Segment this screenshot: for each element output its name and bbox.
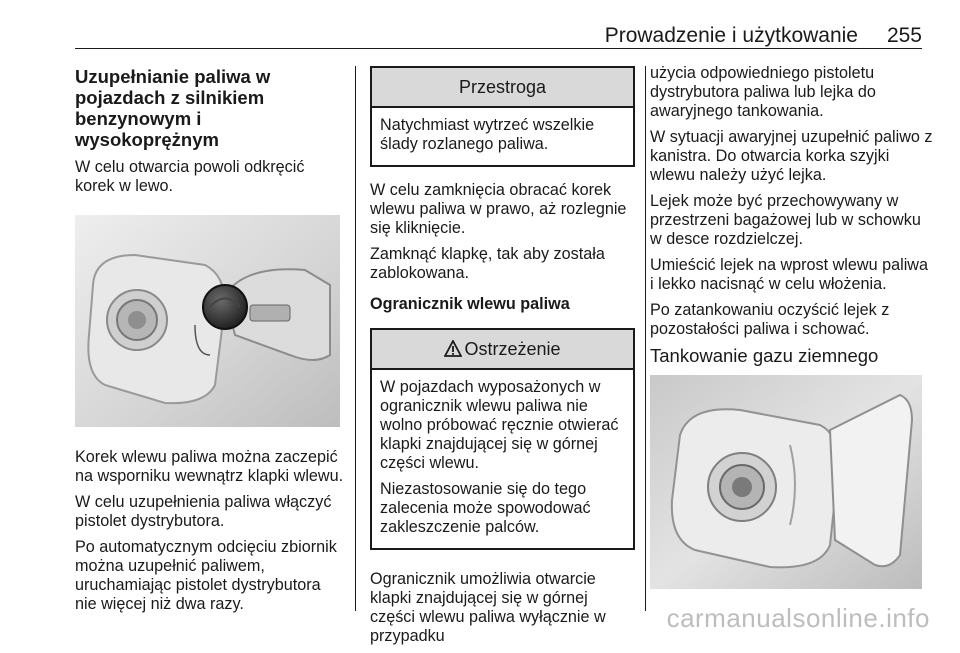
header-title: Prowadzenie i użytkowanie <box>604 24 858 47</box>
warning-box <box>370 328 635 550</box>
caution-box <box>370 66 635 167</box>
paragraph: użycia odpowiedniego pistoletu dystrybutora paliwa lub lejka do awaryjnego tankowania. <box>650 64 876 120</box>
paragraph: Po automatycznym odcięciu zbiornik można uzupełnić paliwem, uruchamiając pistolet dystrybutora nie więcej niż dwa razy. <box>75 538 337 613</box>
warning-text: Niezastosowanie się do tego zalecenia może spowodować zakleszczenie palców. <box>380 480 591 536</box>
column-divider <box>355 66 356 611</box>
subheading-fuel-limiter: Ogranicznik wlewu paliwa <box>370 295 570 313</box>
watermark: carmanualsonline.info <box>666 603 930 633</box>
column-1 <box>75 66 345 621</box>
paragraph: Zamknąć klapkę, tak aby została zablokowana. <box>370 245 605 282</box>
warning-title: Ostrzeżenie <box>464 339 561 359</box>
paragraph: Po zatankowaniu oczyścić lejek z pozostałości paliwa i schować. <box>650 301 890 338</box>
column-2 <box>370 66 635 653</box>
fuel-filler-cap-image <box>75 215 340 427</box>
paragraph: Ogranicznik umożliwia otwarcie klapki znajdującej się w górnej części wlewu paliwa wyłącznie w przypadku <box>370 570 606 645</box>
page-number: 255 <box>886 24 922 47</box>
section-heading-fuel: Uzupełnianie paliwa w pojazdach z silnikiem benzynowym i wysokoprężnym <box>75 66 271 150</box>
paragraph: W celu zamknięcia obracać korek wlewu paliwa w prawo, aż rozlegnie się kliknięcie. <box>370 181 627 237</box>
paragraph: W sytuacji awaryjnej uzupełnić paliwo z kanistra. Do otwarcia korka szyjki wlewu należy użyć lejka. <box>650 128 933 184</box>
warning-triangle-icon <box>444 340 462 357</box>
paragraph: Lejek może być przechowywany w przestrzeni bagażowej lub w schowku w desce rozdzielczej. <box>650 192 921 248</box>
section-heading-natural-gas: Tankowanie gazu ziemnego <box>650 345 879 366</box>
column-divider <box>645 66 646 611</box>
warning-text: W pojazdach wyposażonych w ogranicznik wlewu paliwa nie wolno próbować ręcznie otwierać klapki znajdującej się w górnej części wlewu. <box>380 378 619 472</box>
column-3 <box>650 64 935 594</box>
warning-header <box>372 330 633 370</box>
paragraph: Korek wlewu paliwa można zaczepić na wsporniku wewnątrz klapki wlewu. <box>75 448 344 485</box>
natural-gas-filler-image <box>650 375 922 589</box>
paragraph: W celu otwarcia powoli odkręcić korek w lewo. <box>75 158 305 195</box>
paragraph: Umieścić lejek na wprost wlewu paliwa i lekko nacisnąć w celu włożenia. <box>650 256 928 293</box>
header-rule <box>75 48 922 49</box>
paragraph: W celu uzupełnienia paliwa włączyć pistolet dystrybutora. <box>75 493 332 530</box>
caution-title: Przestroga <box>372 68 633 108</box>
caution-text: Natychmiast wytrzeć wszelkie ślady rozlanego paliwa. <box>380 116 595 153</box>
